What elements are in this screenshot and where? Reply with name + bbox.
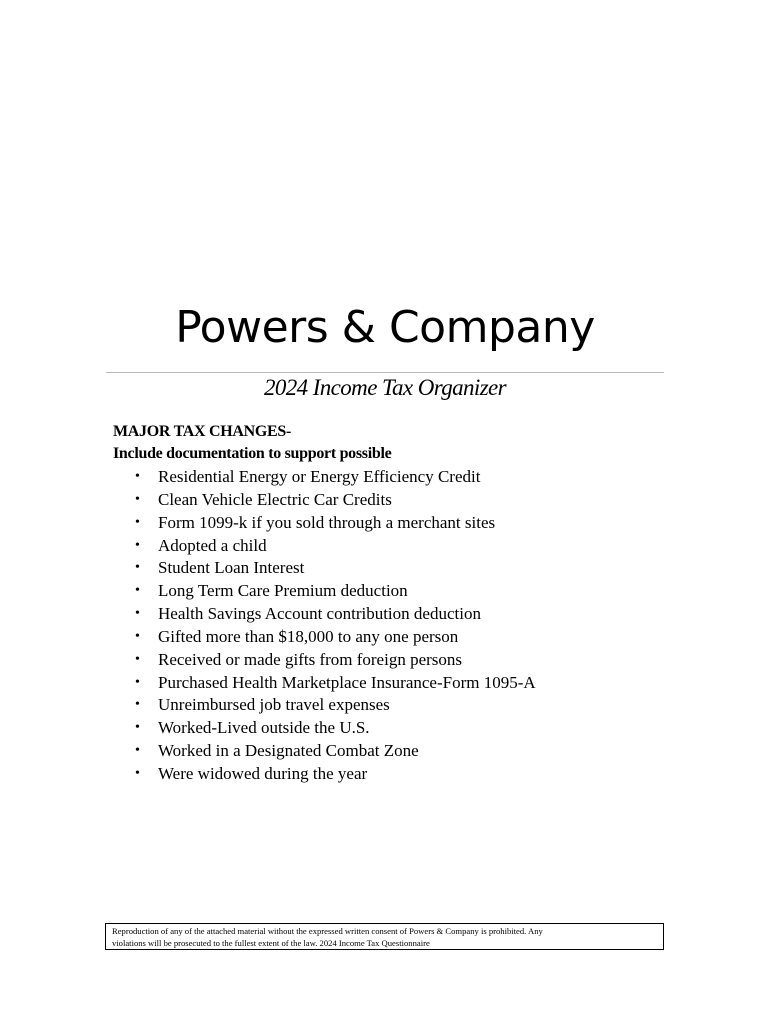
bullet-icon: • (135, 537, 140, 553)
list-item (113, 649, 536, 672)
list-item (113, 580, 536, 603)
list-item (113, 763, 536, 786)
bullet-icon: • (135, 514, 140, 530)
list-item-text: Form 1099-k if you sold through a merchant sites (158, 512, 496, 532)
list-item (113, 694, 536, 717)
list-item (113, 603, 536, 626)
copyright-notice-line-2: violations will be prosecuted to the fullest extent of the law. 2024 Income Tax Questionnaire (112, 937, 430, 948)
list-item-text: Student Loan Interest (158, 558, 305, 578)
list-item (113, 512, 536, 535)
bullet-icon: • (135, 697, 140, 713)
list-item (113, 466, 536, 489)
bullet-icon: • (135, 469, 140, 484)
copyright-notice-box (105, 923, 664, 950)
major-tax-changes-heading: MAJOR TAX CHANGES- (113, 423, 292, 440)
list-item (113, 672, 536, 695)
list-item (113, 740, 536, 763)
bullet-icon: • (135, 583, 140, 599)
tax-changes-list (113, 466, 536, 786)
bullet-icon: • (135, 743, 140, 759)
bullet-icon: • (135, 560, 140, 576)
list-item-text: Adopted a child (158, 535, 267, 555)
bullet-icon: • (135, 606, 140, 622)
bullet-icon: • (135, 651, 140, 667)
bullet-icon: • (135, 765, 140, 781)
list-item-text: Worked in a Designated Combat Zone (158, 741, 419, 761)
list-item-text: Received or made gifts from foreign persons (158, 649, 463, 669)
list-item-text: Clean Vehicle Electric Car Credits (158, 489, 392, 509)
list-item-text: Gifted more than $18,000 to any one person (158, 626, 459, 646)
bullet-icon: • (135, 720, 140, 736)
list-item-text: Residential Energy or Energy Efficiency Credit (158, 467, 481, 486)
list-item (113, 626, 536, 649)
list-item (113, 557, 536, 580)
bullet-icon: • (135, 628, 140, 644)
list-item (113, 535, 536, 558)
list-item-text: Worked-Lived outside the U.S. (158, 718, 370, 738)
list-item-text: Purchased Health Marketplace Insurance-Form 1095-A (158, 672, 536, 692)
list-item-text: Long Term Care Premium deduction (158, 581, 408, 601)
list-item (113, 489, 536, 512)
list-item-text: Were widowed during the year (158, 763, 368, 783)
documentation-subheading: Include documentation to support possible (113, 445, 392, 462)
list-item-text: Unreimbursed job travel expenses (158, 695, 390, 715)
bullet-icon: • (135, 674, 140, 690)
company-title: Powers & Company (175, 302, 595, 353)
bullet-icon: • (135, 491, 140, 507)
list-item-text: Health Savings Account contribution deduction (158, 604, 481, 624)
list-item (113, 717, 536, 740)
organizer-title: 2024 Income Tax Organizer (263, 375, 507, 400)
copyright-notice-line-1: Reproduction of any of the attached material without the expressed written consent of Powers & Company is prohibited. Any (112, 926, 543, 936)
